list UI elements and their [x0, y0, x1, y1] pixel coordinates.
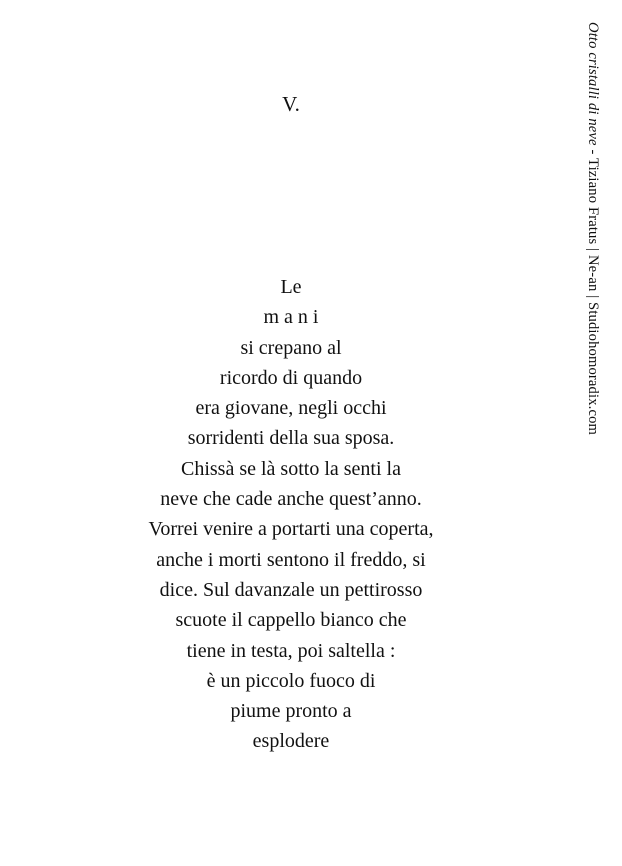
- poem-line: Le: [280, 276, 302, 298]
- poem: [0, 272, 582, 757]
- poem-line: si crepano al: [240, 336, 342, 359]
- author-publisher-credit: - Tiziano Fratus | Ne-an | Studiohomoradix.com: [585, 145, 601, 436]
- poem-line: anche i morti sentono il freddo, si: [156, 548, 426, 571]
- poem-line: dice. Sul davanzale un pettirosso: [159, 578, 423, 601]
- poem-line: ricordo di quando: [219, 366, 363, 389]
- poem-line: piume pronto a: [230, 700, 352, 723]
- poem-line: neve che cade anche quest’anno.: [160, 488, 422, 511]
- poem-line: sorridenti della sua sposa.: [187, 427, 395, 450]
- side-credit: [584, 22, 602, 435]
- poem-line: era giovane, negli occhi: [195, 397, 387, 420]
- poem-line: scuote il cappello bianco che: [175, 609, 407, 632]
- poem-line: esplodere: [252, 730, 330, 753]
- poem-line: Vorrei venire a portarti una coperta,: [148, 518, 434, 541]
- book-title: Otto cristalli di neve: [585, 22, 601, 146]
- poem-line: m a n i: [263, 306, 319, 329]
- poem-line: è un piccolo fuoco di: [206, 669, 376, 692]
- section-number: V.: [282, 92, 300, 116]
- poem-line: tiene in testa, poi saltella :: [186, 639, 396, 662]
- poem-line: Chissà se là sotto la senti la: [181, 457, 401, 480]
